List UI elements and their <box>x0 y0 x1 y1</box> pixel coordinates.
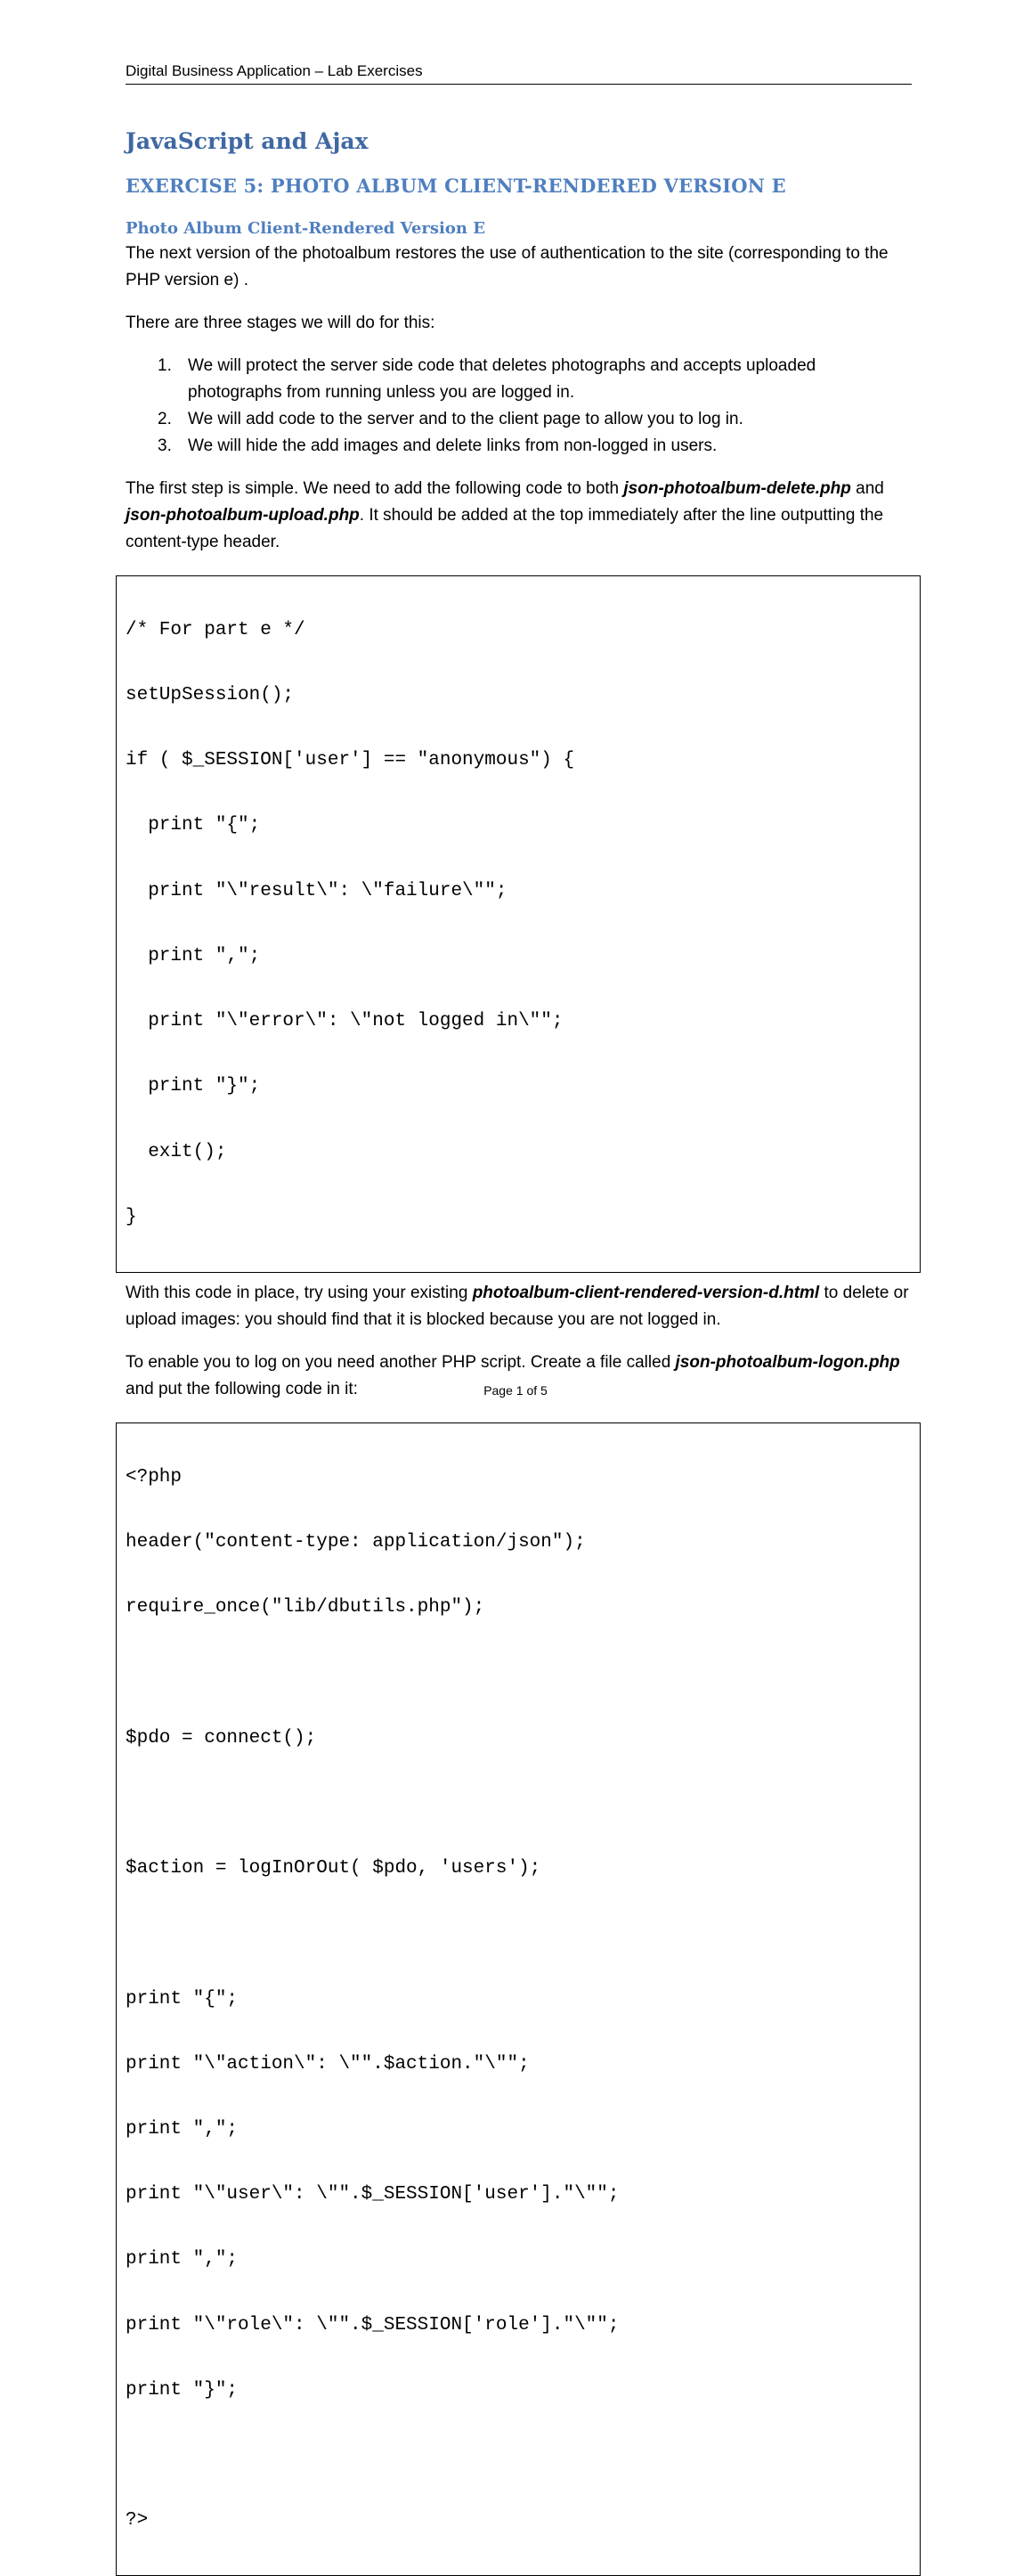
code-line: print "{"; <box>126 815 261 836</box>
page-title: JavaScript and Ajax <box>126 128 369 154</box>
code-line: header("content-type: application/json"); <box>126 1532 586 1553</box>
stages-intro: There are three stages we will do for this: <box>126 314 435 332</box>
code-block-session-check <box>116 575 921 1273</box>
filename-delete: json-photoalbum-delete.php <box>623 479 851 498</box>
code-line: print "}"; <box>126 2379 239 2401</box>
code-block-logon <box>116 1423 921 2576</box>
text-run: . It should be added at the top immediately after the line outputting the content-type header. <box>126 506 884 551</box>
list-item <box>126 433 912 460</box>
code-line: print "{"; <box>126 1988 239 2009</box>
code-line: print ","; <box>126 2249 239 2270</box>
list-item-text: We will add code to the server and to the client page to allow you to log in. <box>188 410 743 428</box>
code-line: <?php <box>126 1466 183 1488</box>
code-line: print "}"; <box>126 1076 261 1097</box>
first-step-paragraph <box>126 476 912 556</box>
list-item <box>126 353 912 406</box>
code-line: } <box>126 1206 137 1227</box>
code-line <box>126 1793 920 1814</box>
code-line: print "\"error\": \"not logged in\""; <box>126 1011 564 1032</box>
try-paragraph <box>126 1280 912 1333</box>
text-run: and put the following code in it: <box>126 1380 358 1398</box>
list-number: 2. <box>158 410 172 428</box>
code-line <box>126 1662 920 1683</box>
list-number: 1. <box>158 356 172 375</box>
text-run: With this code in place, try using your existing <box>126 1284 473 1302</box>
code-line: require_once("lib/dbutils.php"); <box>126 1597 485 1618</box>
text-run: The first step is simple. We need to add the following code to both <box>126 479 624 498</box>
intro-paragraph: The next version of the photoalbum restores the use of authentication to the site (corresponding to the PHP version e) . <box>126 244 889 289</box>
section-heading: Photo Album Client-Rendered Version E <box>126 219 485 238</box>
text-run: to delete or upload images: you should find that it is blocked because you are not logged in. <box>126 1284 909 1329</box>
code-line: $action = logInOrOut( $pdo, 'users'); <box>126 1858 541 1879</box>
code-line: print "\"role\": \"".$_SESSION['role']."\""; <box>126 2314 620 2336</box>
code-line: setUpSession(); <box>126 685 295 706</box>
text-run: and <box>850 479 884 498</box>
code-line: $pdo = connect(); <box>126 1727 317 1749</box>
steps-list <box>126 353 912 460</box>
running-header: Digital Business Application – Lab Exercises <box>126 61 912 85</box>
code-line: if ( $_SESSION['user'] == "anonymous") { <box>126 750 575 771</box>
code-line: ?> <box>126 2510 149 2531</box>
code-line: print "\"result\": \"failure\""; <box>126 880 507 901</box>
filename-logon: json-photoalbum-logon.php <box>675 1353 900 1372</box>
exercise-heading: EXERCISE 5: PHOTO ALBUM CLIENT-RENDERED VERSION E <box>126 175 786 197</box>
text-run: To enable you to log on you need another PHP script. Create a file called <box>126 1353 676 1372</box>
list-number: 3. <box>158 436 172 455</box>
code-line: print ","; <box>126 945 261 966</box>
code-line: print "\"user\": \"".$_SESSION['user']."\""; <box>126 2184 620 2205</box>
code-line <box>126 2445 920 2466</box>
code-line: exit(); <box>126 1141 227 1162</box>
filename-version-d: photoalbum-client-rendered-version-d.html <box>472 1284 820 1302</box>
page-footer: Page 1 of 5 <box>483 1383 548 1398</box>
list-item <box>126 406 912 433</box>
code-line: print ","; <box>126 2118 239 2140</box>
page-content <box>126 119 912 2576</box>
code-line: /* For part e */ <box>126 619 305 640</box>
code-line: print "\"action\": \"".$action."\""; <box>126 2053 530 2075</box>
code-line <box>126 1923 920 1944</box>
list-item-text: We will hide the add images and delete links from non-logged in users. <box>188 436 718 455</box>
list-item-text: We will protect the server side code that deletes photographs and accepts uploaded photographs from running unless you are logged in. <box>188 356 816 402</box>
filename-upload: json-photoalbum-upload.php <box>126 506 360 525</box>
